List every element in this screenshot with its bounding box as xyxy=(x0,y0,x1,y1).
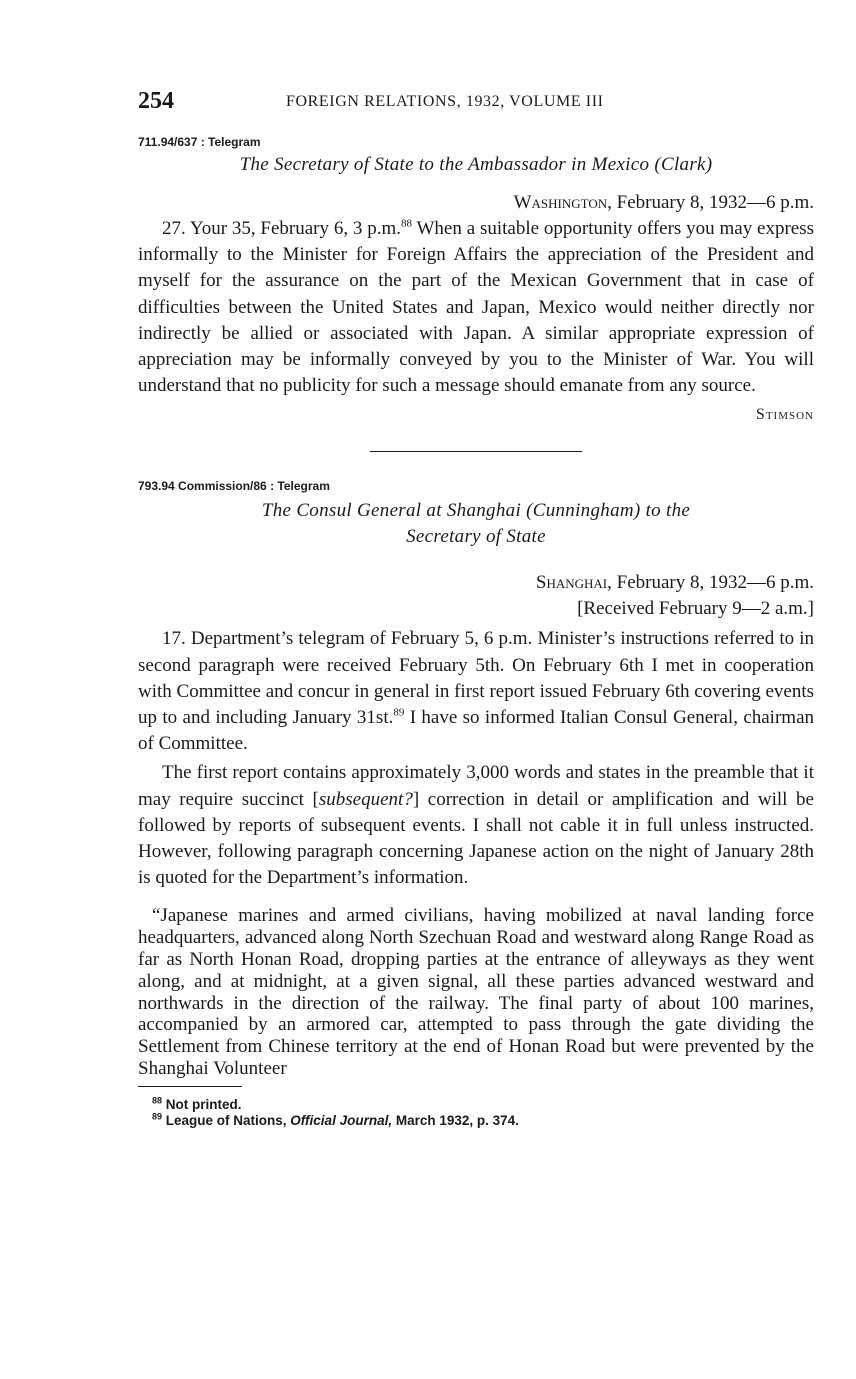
running-head xyxy=(138,88,814,122)
dateline-place: Washington xyxy=(513,192,608,213)
body-paragraph xyxy=(138,216,814,399)
file-reference: 711.94/637 : Telegram xyxy=(138,135,261,149)
dateline-date: , February 8, 1932—6 p.m. xyxy=(607,572,814,594)
footnote-reference: 88 xyxy=(401,217,413,230)
journal-title: Official Journal, xyxy=(290,1112,393,1128)
paragraph-text: The first report contains approximately 3,000 words and states in the preamble that it may require succinct [ xyxy=(138,762,814,810)
footnote xyxy=(152,1113,814,1129)
document-title-line: Secretary of State xyxy=(406,526,546,548)
footnote xyxy=(152,1097,814,1113)
document-title: The Secretary of State to the Ambassador in Mexico (Clark) xyxy=(239,154,713,175)
paragraph-text: ] correction in detail or amplification and will be followed by reports of subsequent events. I shall not cable it in full unless instructed. However, following paragraph concerning Japanese action on the night of January 28th is quoted for the Department’s information. xyxy=(138,788,814,889)
dateline xyxy=(138,570,814,596)
document-entry-1 xyxy=(138,134,814,427)
footnote-reference: 89 xyxy=(393,706,405,719)
footnote-text: Not printed. xyxy=(165,1096,242,1112)
document-title xyxy=(138,498,814,550)
page-number: 254 xyxy=(138,88,174,114)
body-paragraph xyxy=(138,626,814,757)
paragraph-text: I have so informed Italian Consul General, chairman of Committee. xyxy=(138,707,814,755)
paragraph-text: When a suitable opportunity offers you may express informally to the Minister for Foreign Affairs the appreciation of the President and myself for the assurance on the part of the Mexican Government that in case of difficulties between the United States and Japan, Mexico would neither directly nor indirectly be allied or associated with Japan. A similar appropriate expression of appreciation may be informally conveyed by you to the Minister of War. You will understand that no publicity for such a message should emanate from any source. xyxy=(138,218,814,397)
body-paragraph xyxy=(138,760,814,891)
editorial-insertion: subsequent? xyxy=(318,788,413,810)
quoted-paragraph: “Japanese marines and armed civilians, having mobilized at naval landing force headquarters, advanced along North Szechuan Road and westward along Range Road as far as North Honan Road, dropping parties at the entrance of alleyways as they went along, and at midnight, at a given signal, all these parties advanced westward and northwards in the direction of the railway. The final party of about 100 marines, accompanied by an armored car, attempted to pass through the gate dividing the Settlement from Chinese territory at the end of Honan Road but were prevented by the Shanghai Volunteer xyxy=(138,905,814,1080)
dateline xyxy=(138,190,814,216)
footnote-mark: 89 xyxy=(152,1111,163,1122)
document-entry-2 xyxy=(138,478,814,1079)
paragraph-text: 17. Department’s telegram of February 5, 6 p.m. Minister’s instructions referred to in second paragraph were received February 5th. On February 6th I met in cooperation with Committee and concur in general in first report issued February 6th covering events up to and including January 31st. xyxy=(138,628,814,729)
file-reference: 793.94 Commission/86 : Telegram xyxy=(138,479,330,494)
document-page xyxy=(138,88,814,1129)
dateline-date: , February 8, 1932—6 p.m. xyxy=(607,192,814,213)
footnote-text: League of Nations, xyxy=(165,1112,291,1128)
running-title: FOREIGN RELATIONS, 1932, VOLUME III xyxy=(286,93,604,110)
received-note: [Received February 9—2 a.m.] xyxy=(577,598,814,620)
footnote-text: March 1932, p. 374. xyxy=(392,1112,519,1128)
dateline-place: Shanghai xyxy=(535,572,608,594)
footnote-mark: 88 xyxy=(152,1095,163,1106)
section-divider xyxy=(370,451,582,452)
paragraph-text: 27. Your 35, February 6, 3 p.m. xyxy=(162,218,402,239)
document-title-line: The Consul General at Shanghai (Cunningham) to the xyxy=(261,500,691,522)
footnotes xyxy=(138,1097,814,1129)
footnote-rule xyxy=(138,1086,242,1087)
signature: Stimson xyxy=(755,406,814,424)
